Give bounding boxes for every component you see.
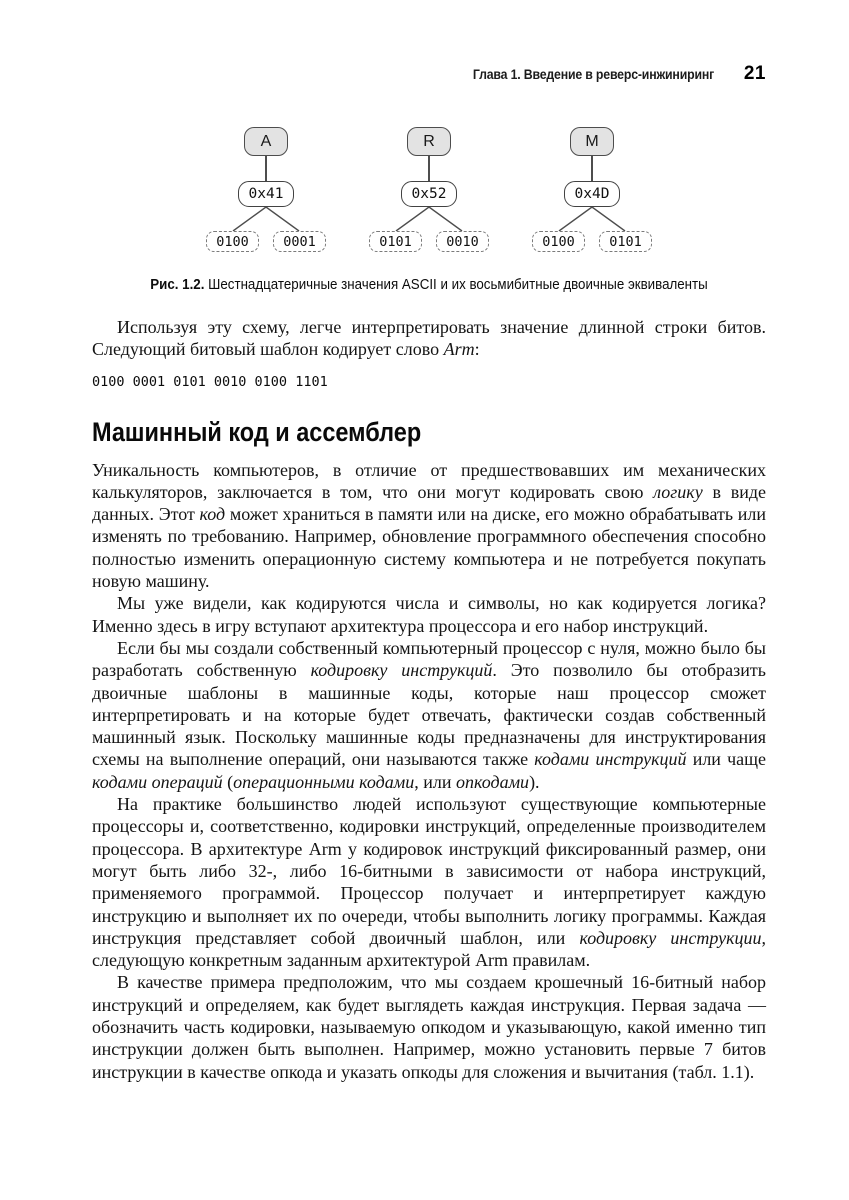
figure-ascii-binary (92, 127, 766, 293)
figure-caption-label: Рис. 1.2. (150, 277, 205, 293)
chapter-title: Глава 1. Введение в реверс-инжиниринг (472, 66, 714, 82)
page-header (92, 63, 766, 85)
ascii-tree-r (369, 127, 489, 252)
binary-nibble-box: 0001 (273, 231, 326, 252)
branch-lines (532, 207, 652, 231)
hex-value-box: 0x52 (401, 181, 457, 207)
binary-code-line: 0100 0001 0101 0010 0100 1101 (92, 373, 328, 390)
branch-lines (369, 207, 489, 231)
letter-box: M (570, 127, 614, 156)
hex-value-box: 0x41 (238, 181, 294, 207)
connector-line (428, 156, 430, 181)
paragraph: На практике большинство людей используют существующие компьютерные процессоры и, соответственно, кодировки инструкций, определенные производителем процессора. В архитектуре Arm у кодировок инструкций фиксированный размер, они могут быть либо 32-, либо 16-битными в зависимости от набора инструкций, применяемого программой. Процессор получает и интерпретирует каждую инструкцию и выполняет их по очереди, чтобы выполнить логику программы. Каждая инструкция представляет собой двоичный шаблон, или кодировку инструкции, следующую конкретным заданным архитектурой Arm правилам. (92, 794, 766, 971)
binary-nibble-box: 0100 (532, 231, 585, 252)
ascii-trees (92, 127, 766, 252)
paragraph: В качестве примера предположим, что мы создаем крошечный 16-битный набор инструкций и определяем, как будет выглядеть каждая инструкция. Первая задача — обозначить часть кодировки, называемую опкодом и указывающую, какой именно тип инструкции должен быть выполнен. Например, можно установить первые 7 битов инструкции в качестве опкода и указать опкоды для сложения и вычитания (табл. 1.1). (92, 972, 766, 1082)
letter-box: R (407, 127, 451, 156)
intro-paragraph: Используя эту схему, легче интерпретировать значение длинной строки битов. Следующий битовый шаблон кодирует слово Arm: (92, 317, 766, 360)
branch-lines (206, 207, 326, 231)
ascii-tree-m (532, 127, 652, 252)
letter-box: A (244, 127, 288, 156)
section-heading (92, 417, 766, 447)
page-number: 21 (743, 63, 766, 84)
figure-caption-text: Шестнадцатеричные значения ASCII и их восьмибитные двоичные эквиваленты (204, 277, 708, 293)
connector-line (265, 156, 267, 181)
figure-caption (92, 277, 766, 293)
binary-nibble-box: 0100 (206, 231, 259, 252)
paragraph: Мы уже видели, как кодируются числа и символы, но как кодируется логика? Именно здесь в игру вступают архитектура процессора и его набор инструкций. (92, 593, 766, 636)
section-heading-text: Машинный код и ассемблер (92, 416, 422, 447)
binary-nibble-box: 0010 (436, 231, 489, 252)
connector-line (591, 156, 593, 181)
binary-nibbles (369, 231, 489, 252)
hex-value-box: 0x4D (564, 181, 620, 207)
binary-nibble-box: 0101 (369, 231, 422, 252)
paragraph: Уникальность компьютеров, в отличие от предшествовавших им механических калькуляторов, заключается в том, что они могут кодировать свою логику в виде данных. Этот код может храниться в памяти или на диске, его можно обрабатывать или изменять по требованию. Например, обновление программного обеспечения способно полностью изменить операционную систему компьютера и не потребуется покупать новую машину. (92, 459, 766, 592)
paragraph: Если бы мы создали собственный компьютерный процессор с нуля, можно было бы разработать собственную кодировку инструкций. Это позволило бы отобразить двоичные шаблоны в машинные коды, которые наш процессор сможет интерпретировать и на которые будет отвечать, фактически создав собственный машинный язык. Поскольку машинные коды предназначены для инструктирования схемы на выполнение операций, они называются также кодами инструкций или чаще кодами операций (операционными кодами, или опкодами). (92, 637, 766, 792)
binary-nibbles (206, 231, 326, 252)
ascii-tree-a (206, 127, 326, 252)
binary-nibble-box: 0101 (599, 231, 652, 252)
binary-nibbles (532, 231, 652, 252)
